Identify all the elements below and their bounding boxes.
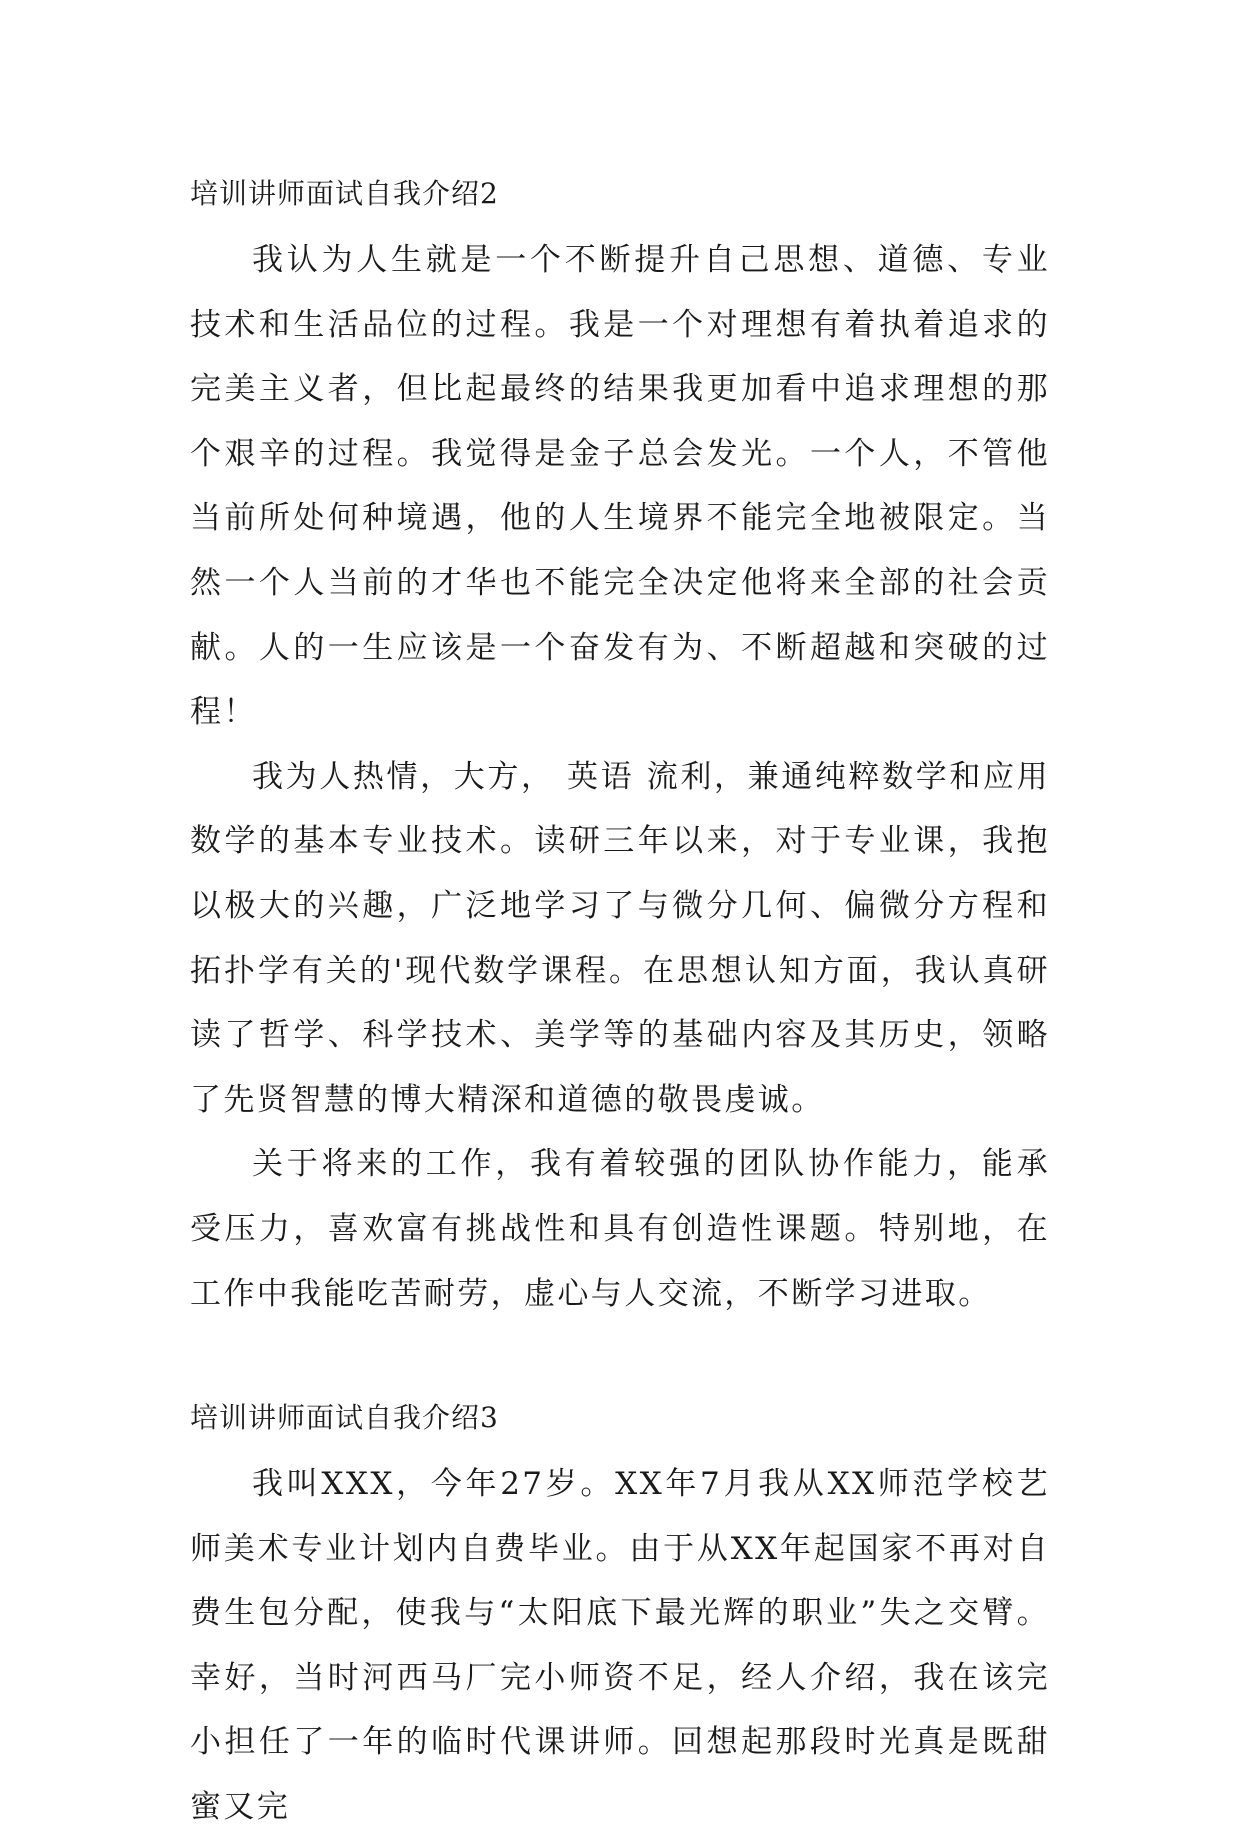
document-body <box>190 160 1050 1840</box>
paragraph: 我叫XXX，今年27岁。XX年7月我从XX师范学校艺师美术专业计划内自费毕业。由于从XX年起国家不再对自费生包分配，使我与“太阳底下最光辉的职业”失之交臂。幸好，当时河西马厂完小师资不足，经人介绍，我在该完小担任了一年的临时代课讲师。回想起那段时光真是既甜蜜又完 <box>190 1466 1050 1826</box>
section-intro-2 <box>190 160 1050 1326</box>
paragraph: 我认为人生就是一个不断提升自己思想、道德、专业技术和生活品位的过程。我是一个对理想有着执着追求的完美主义者，但比起最终的结果我更加看中追求理想的那个艰辛的过程。我觉得是金子总会发光。一个人，不管他当前所处何种境遇，他的人生境界不能完全地被限定。当然一个人当前的才华也不能完全决定他将来全部的社会贡献。人的一生应该是一个奋发有为、不断超越和突破的过程！ <box>190 242 1050 731</box>
section-intro-3 <box>190 1384 1050 1840</box>
paragraph: 我为人热情，大方， 英语 流利，兼通纯粹数学和应用数学的基本专业技术。读研三年以来，对于专业课，我抱以极大的兴趣，广泛地学习了与微分几何、偏微分方程和拓扑学有关的'现代数学课程。在思想认知方面，我认真研读了哲学、科学技术、美学等的基础内容及其历史，领略了先贤智慧的博大精深和道德的敬畏虔诚。 <box>190 758 1050 1118</box>
paragraph: 关于将来的工作，我有着较强的团队协作能力，能承受压力，喜欢富有挑战性和具有创造性课题。特别地，在工作中我能吃苦耐劳，虚心与人交流，不断学习进取。 <box>190 1146 1050 1312</box>
section-heading: 培训讲师面试自我介绍3 <box>190 1401 499 1435</box>
section-heading: 培训讲师面试自我介绍2 <box>190 177 499 210</box>
